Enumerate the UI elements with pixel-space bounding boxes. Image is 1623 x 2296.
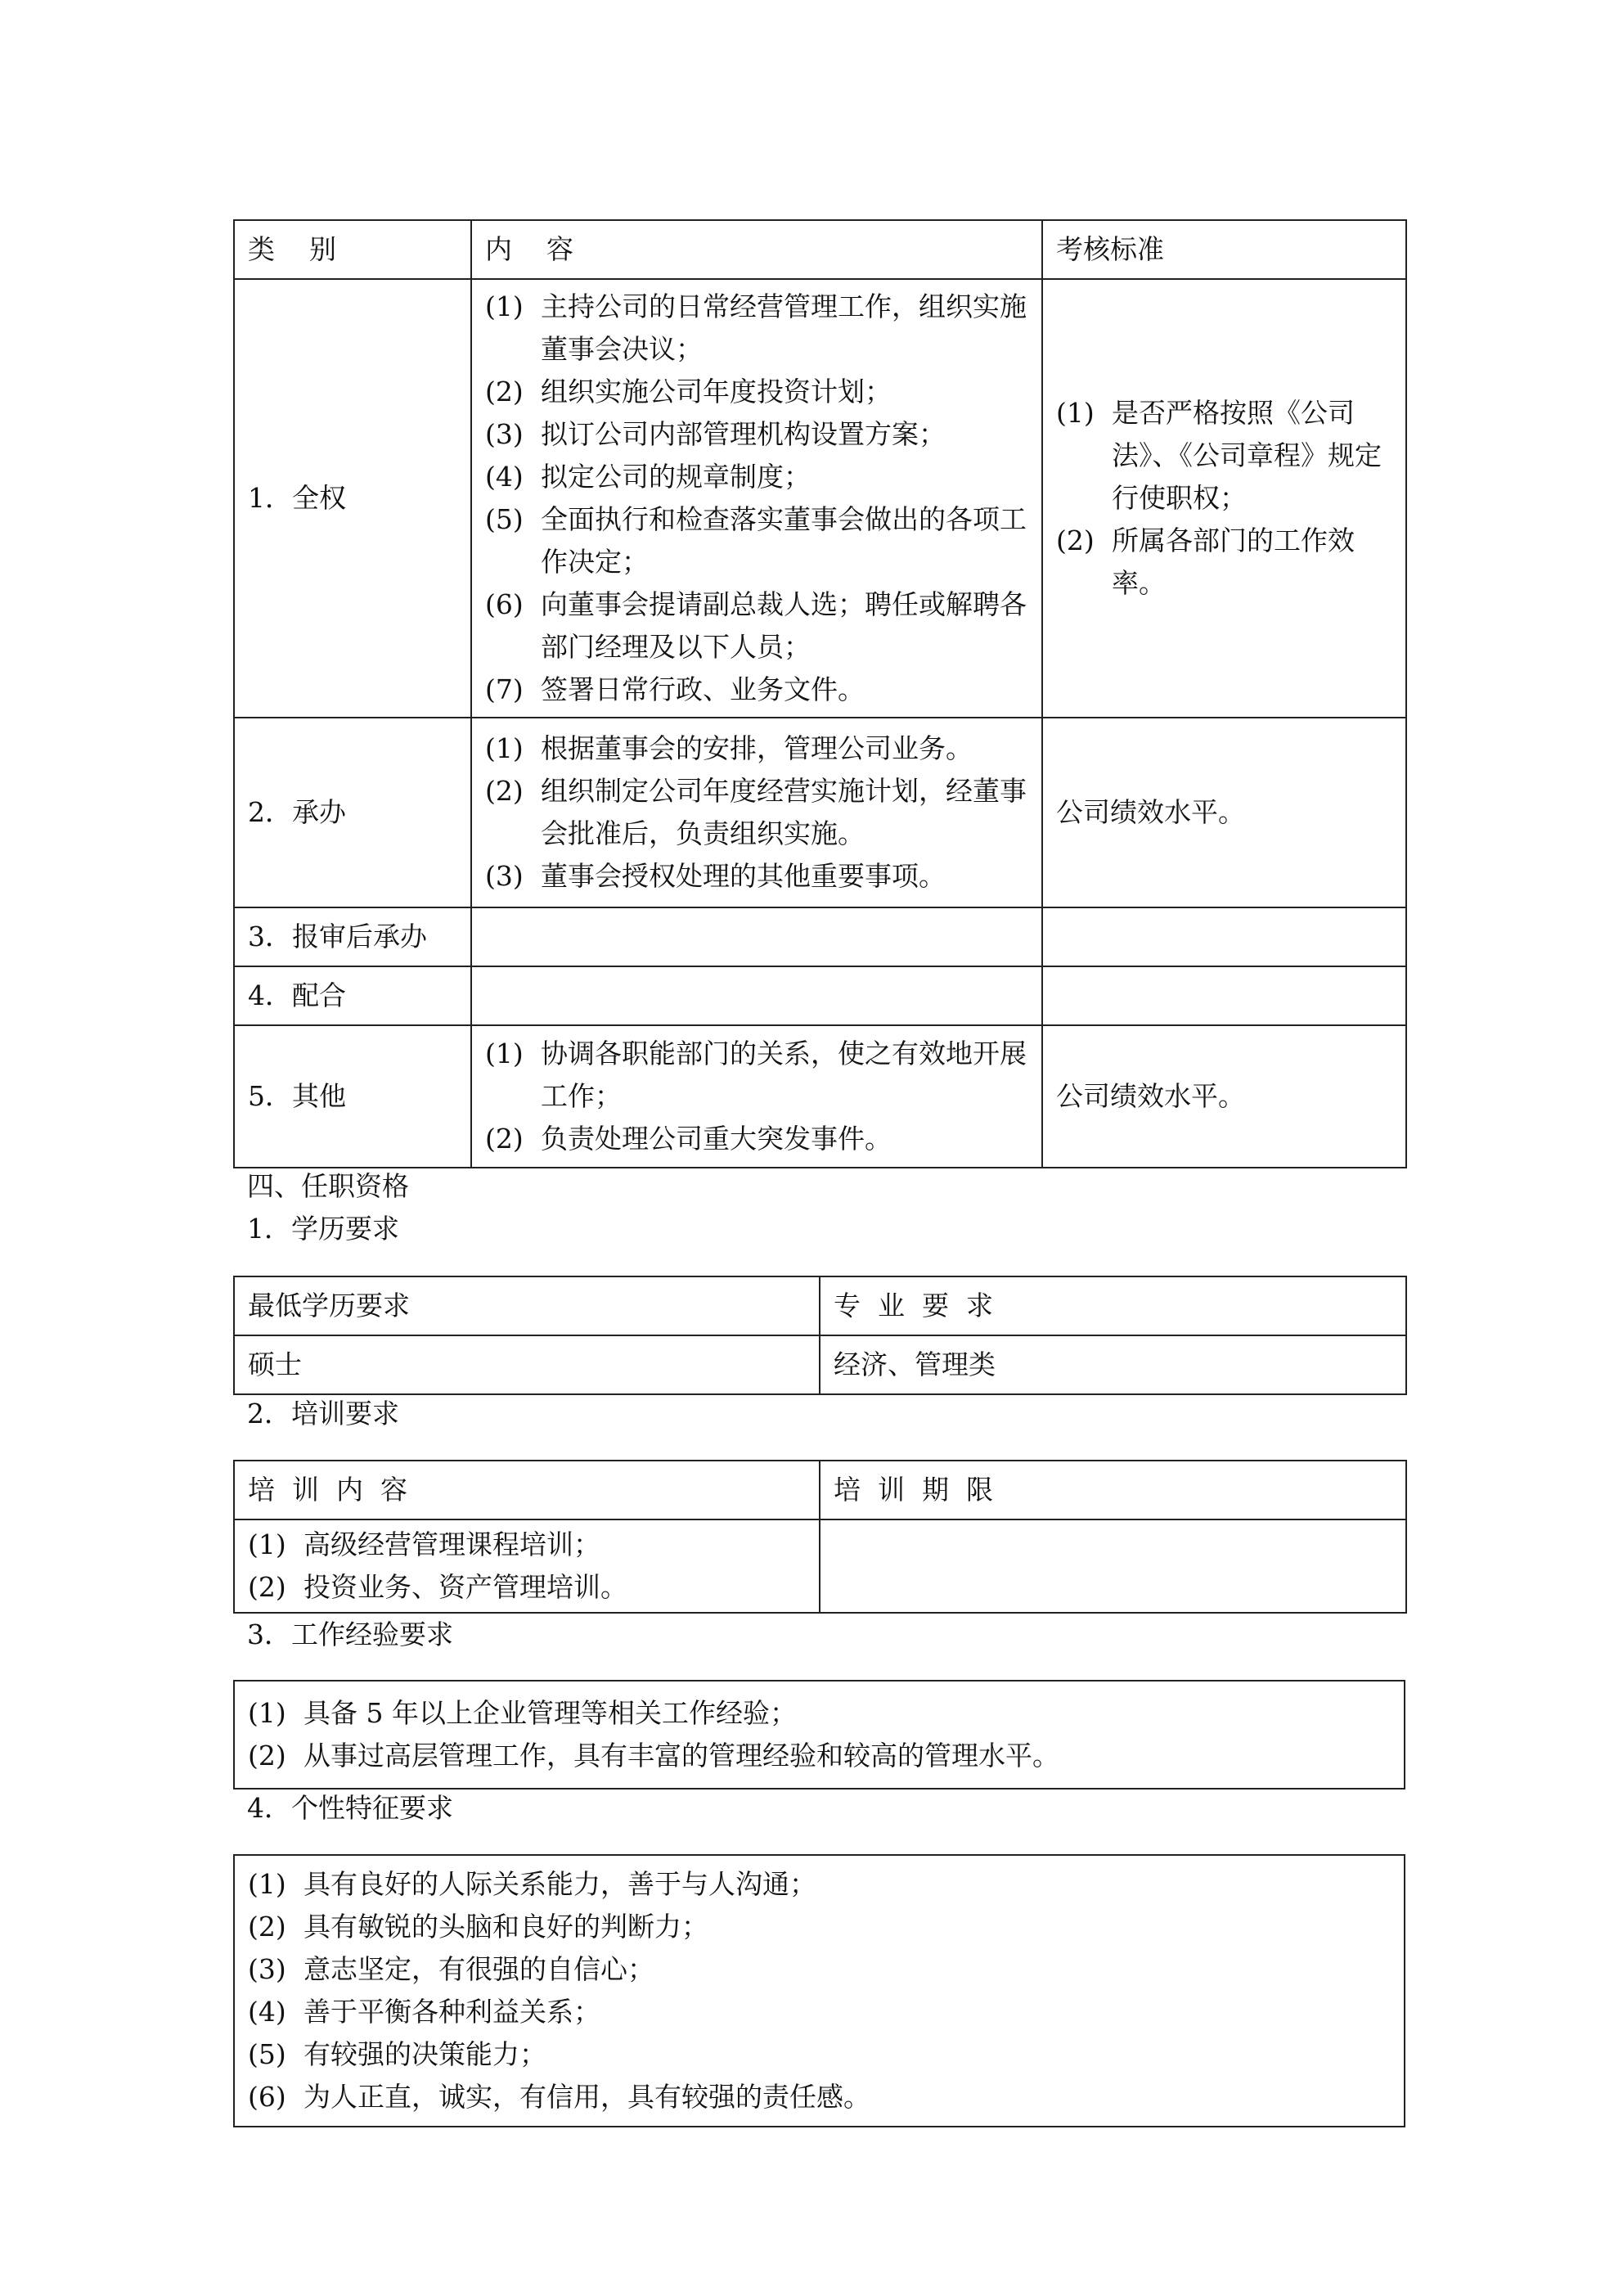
- row-standard: [1042, 279, 1406, 718]
- row-category: 2．承办: [234, 718, 471, 907]
- row-category: 5．其他: [234, 1025, 471, 1168]
- row-standard: [1042, 966, 1406, 1025]
- personality-table: [233, 1854, 1405, 2127]
- list-item: (1) 协调各职能部门的关系，使之有效地开展工作；: [485, 1038, 1027, 1112]
- list-item: (6) 向董事会提请副总裁人选；聘任或解聘各部门经理及以下人员；: [485, 588, 1027, 663]
- list-item: (2) 所属各部门的工作效率。: [1056, 524, 1355, 599]
- table-row: [234, 1855, 1405, 2127]
- experience-heading: 3．工作经验要求: [247, 1618, 453, 1650]
- list-item: (2) 从事过高层管理工作，具有丰富的管理经验和较高的管理水平。: [248, 1740, 1059, 1772]
- list-item: (2) 组织实施公司年度投资计划；: [485, 376, 892, 407]
- table-row: [234, 1519, 1406, 1613]
- list-item: (5) 全面执行和检查落实董事会做出的各项工作决定；: [485, 503, 1027, 578]
- min-education-value: 硕士: [234, 1335, 820, 1394]
- list-item: (3) 董事会授权处理的其他重要事项。: [485, 860, 946, 892]
- list-item: (2) 投资业务、资产管理培训。: [248, 1571, 627, 1603]
- experience-table: [233, 1680, 1405, 1790]
- education-table: [233, 1276, 1407, 1395]
- list-item: (2) 具有敏锐的头脑和良好的判断力；: [248, 1911, 708, 1943]
- experience-content: [234, 1681, 1405, 1789]
- list-item: (1) 高级经营管理课程培训；: [248, 1528, 600, 1560]
- list-item: (1) 主持公司的日常经营管理工作，组织实施董事会决议；: [485, 290, 1027, 365]
- row-content: [471, 907, 1042, 966]
- row-category: 4．配合: [234, 966, 471, 1025]
- header-min-education: 最低学历要求: [234, 1276, 820, 1335]
- training-header-row: [234, 1461, 1406, 1519]
- header-standard: 考核标准: [1042, 220, 1406, 279]
- row-content: [471, 1025, 1042, 1168]
- row-content: [471, 718, 1042, 907]
- header-training-content: 培 训 内 容: [234, 1461, 820, 1519]
- personality-content: [234, 1855, 1405, 2127]
- row-category: 3．报审后承办: [234, 907, 471, 966]
- row-standard: 公司绩效水平。: [1042, 1025, 1406, 1168]
- training-content: [234, 1519, 820, 1613]
- list-item: (4) 善于平衡各种利益关系；: [248, 1996, 600, 2028]
- row-category: 1．全权: [234, 279, 471, 718]
- training-period: [820, 1519, 1406, 1613]
- list-item: (1) 具有良好的人际关系能力，善于与人沟通；: [248, 1868, 816, 1900]
- list-item: (7) 签署日常行政、业务文件。: [485, 673, 865, 705]
- table-row: [234, 966, 1406, 1025]
- row-standard: [1042, 907, 1406, 966]
- table-row: [234, 279, 1406, 718]
- list-item: (3) 意志坚定，有很强的自信心；: [248, 1953, 654, 1985]
- list-item: (1) 是否严格按照《公司法》、《公司章程》规定行使职权；: [1056, 397, 1382, 514]
- list-item: (5) 有较强的决策能力；: [248, 2038, 546, 2070]
- personality-heading: 4．个性特征要求: [247, 1792, 453, 1824]
- table-row: [234, 1335, 1406, 1394]
- education-header-row: [234, 1276, 1406, 1335]
- list-item: (1) 具备 5 年以上企业管理等相关工作经验；: [248, 1697, 797, 1729]
- table-row: [234, 1025, 1406, 1168]
- list-item: (6) 为人正直，诚实，有信用，具有较强的责任感。: [248, 2081, 870, 2113]
- table-row: [234, 907, 1406, 966]
- education-heading: 1．学历要求: [247, 1213, 399, 1245]
- list-item: (1) 根据董事会的安排，管理公司业务。: [485, 732, 973, 764]
- table-row: [234, 1681, 1405, 1789]
- list-item: (4) 拟定公司的规章制度；: [485, 461, 811, 493]
- list-item: (2) 组织制定公司年度经营实施计划，经董事会批准后，负责组织实施。: [485, 775, 1027, 849]
- row-content: [471, 966, 1042, 1025]
- header-training-period: 培 训 期 限: [820, 1461, 1406, 1519]
- major-value: 经济、管理类: [820, 1335, 1406, 1394]
- header-major: 专 业 要 求: [820, 1276, 1406, 1335]
- list-item: (2) 负责处理公司重大突发事件。: [485, 1123, 892, 1155]
- table-row: [234, 718, 1406, 907]
- row-content: [471, 279, 1042, 718]
- header-content: 内 容: [471, 220, 1042, 279]
- row-standard: 公司绩效水平。: [1042, 718, 1406, 907]
- training-table: [233, 1460, 1407, 1614]
- duties-table: [233, 219, 1407, 1168]
- header-category: 类 别: [234, 220, 471, 279]
- section-title: 四、任职资格: [247, 1170, 409, 1202]
- list-item: (3) 拟订公司内部管理机构设置方案；: [485, 418, 946, 450]
- training-heading: 2．培训要求: [247, 1398, 399, 1429]
- duties-header-row: [234, 220, 1406, 279]
